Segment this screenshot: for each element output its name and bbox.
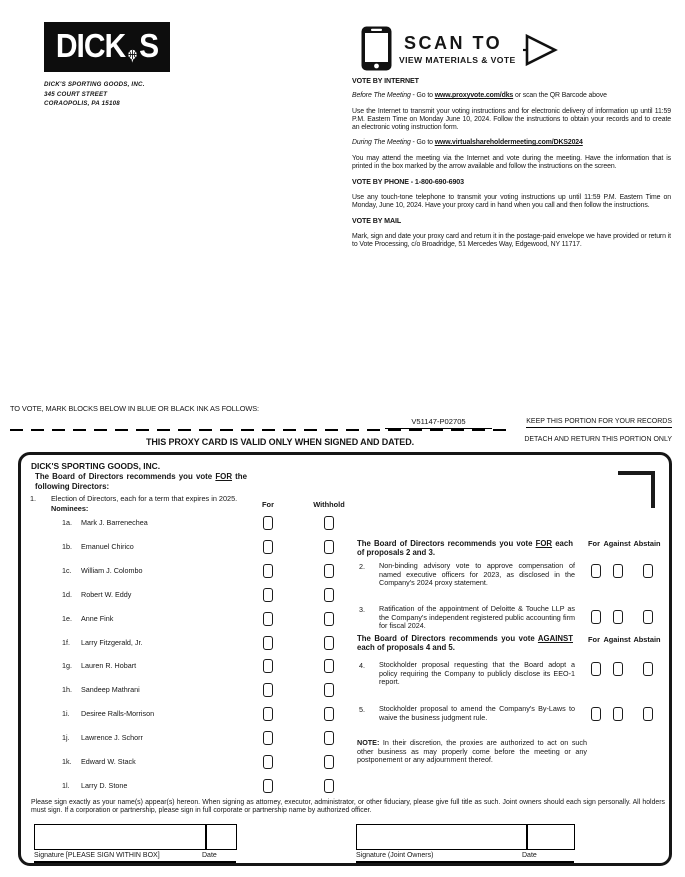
- note-label: NOTE:: [357, 738, 380, 747]
- joint-signature-box[interactable]: [356, 824, 575, 850]
- signature-underline: [356, 861, 574, 863]
- valid-notice: THIS PROXY CARD IS VALID ONLY WHEN SIGNED AND DATED.: [146, 437, 414, 447]
- proposal-5-against-checkbox[interactable]: [613, 707, 623, 721]
- detach-portion-label: DETACH AND RETURN THIS PORTION ONLY: [524, 436, 672, 443]
- proxy-card: [18, 452, 672, 866]
- control-number: V51147-P02705: [385, 417, 492, 429]
- proposal-5-number: 5.: [359, 705, 365, 714]
- address-line: 345 COURT STREET: [44, 90, 108, 98]
- logo-text-right: S: [139, 27, 159, 65]
- abstain-column-header: Abstain: [633, 539, 661, 548]
- arrow-right-icon: [523, 32, 559, 73]
- nominee-withhold-checkbox[interactable]: [324, 612, 334, 626]
- proxyvote-link[interactable]: www.proxyvote.com/dks: [434, 92, 514, 100]
- vote-by-phone-heading: VOTE BY PHONE - 1-800-690-6903: [352, 178, 464, 187]
- directors-recommendation: [35, 472, 247, 491]
- nominee-row: 1j. Lawrence J. Schorr: [62, 731, 352, 745]
- nominee-for-checkbox[interactable]: [263, 707, 273, 721]
- nominee-row: 1f. Larry Fitzgerald, Jr.: [62, 636, 352, 650]
- nominee-for-checkbox[interactable]: [263, 683, 273, 697]
- nominee-row: 1d. Robert W. Eddy: [62, 588, 352, 602]
- during-meeting-line: [352, 139, 671, 147]
- rec-text: The Board of Directors recommends you vote: [357, 539, 536, 548]
- rec-text: each of proposals 2 and 3.: [357, 539, 573, 558]
- against-column-header: Against: [603, 539, 631, 548]
- vote-by-mail-heading: VOTE BY MAIL: [352, 217, 402, 226]
- mark-blocks-instruction: TO VOTE, MARK BLOCKS BELOW IN BLUE OR BLACK INK AS FOLLOWS:: [10, 404, 260, 413]
- proposal-5-abstain-checkbox[interactable]: [643, 707, 653, 721]
- address-line: DICK'S SPORTING GOODS, INC.: [44, 81, 145, 88]
- proposals-23-recommendation: [357, 539, 573, 558]
- signature-instructions: Please sign exactly as your name(s) appear(s) hereon. When signing as attorney, executor, administrator, or other fiduciary, please give full title as such. Joint owners should each sign personally. All holders must sign. If a corporation or partnership, please sign in full corporate or partnership name by authorized officer.: [31, 799, 665, 815]
- corner-mark-icon: [618, 471, 655, 475]
- nominee-row: 1c. William J. Colombo: [62, 564, 352, 578]
- nominee-withhold-checkbox[interactable]: [324, 683, 334, 697]
- proposal-2-against-checkbox[interactable]: [613, 564, 623, 578]
- keep-portion-label: KEEP THIS PORTION FOR YOUR RECORDS: [526, 418, 672, 428]
- nominee-row: 1e. Anne Fink: [62, 612, 352, 626]
- nominees-label: Nominees:: [51, 504, 89, 513]
- proposal-2-abstain-checkbox[interactable]: [643, 564, 653, 578]
- nominee-withhold-checkbox[interactable]: [324, 516, 334, 530]
- nominee-withhold-checkbox[interactable]: [324, 659, 334, 673]
- proposal-3-for-checkbox[interactable]: [591, 610, 601, 624]
- nominee-for-checkbox[interactable]: [263, 612, 273, 626]
- nominee-for-checkbox[interactable]: [263, 731, 273, 745]
- proposal-4-abstain-checkbox[interactable]: [643, 662, 653, 676]
- corner-mark-icon: [651, 471, 655, 508]
- nominee-for-checkbox[interactable]: [263, 540, 273, 554]
- item-1-number: 1.: [30, 494, 37, 503]
- date-label: Date: [522, 852, 537, 859]
- proposal-4-text: Stockholder proposal requesting that the Board adopt a policy requiring the Company to publicly disclose its EEO-1 report.: [379, 660, 575, 687]
- signature-label: Signature [PLEASE SIGN WITHIN BOX]: [34, 852, 160, 859]
- joint-signature-label: Signature (Joint Owners): [356, 852, 434, 859]
- nominee-for-checkbox[interactable]: [263, 779, 273, 793]
- nominee-withhold-checkbox[interactable]: [324, 755, 334, 769]
- address-line: CORAOPOLIS, PA 15108: [44, 100, 120, 107]
- basketball-icon: [127, 28, 138, 40]
- nominee-withhold-checkbox[interactable]: [324, 731, 334, 745]
- nominee-withhold-checkbox[interactable]: [324, 636, 334, 650]
- for-column-header: For: [262, 500, 274, 509]
- nominee-for-checkbox[interactable]: [263, 659, 273, 673]
- perforation-dashed-line: [10, 429, 506, 431]
- internet-before-paragraph: Use the Internet to transmit your voting instructions and for electronic delivery of information up until 11:59 P.M. Eastern Time on Monday June 10, 2024. Follow the instructions to obtain your records and to create an electronic voting instruction form.: [352, 107, 671, 132]
- nominee-row: 1g. Lauren R. Hobart: [62, 659, 352, 673]
- signature-underline: [34, 861, 236, 863]
- logo-text-left: DICK: [55, 27, 126, 65]
- nominee-for-checkbox[interactable]: [263, 564, 273, 578]
- abstain-column-header: Abstain: [633, 635, 661, 644]
- for-column-header: For: [588, 635, 600, 644]
- vote-by-internet-heading: VOTE BY INTERNET: [352, 77, 419, 85]
- proposal-4-against-checkbox[interactable]: [613, 662, 623, 676]
- phone-icon: [360, 25, 393, 77]
- date-label: Date: [202, 852, 217, 859]
- phone-paragraph: Use any touch-tone telephone to transmit your voting instructions up until 11:59 P.M. Eastern Time on Monday, June 10, 2024. Have your proxy card in hand when you call and then follow the instructions.: [352, 193, 671, 209]
- signature-date-divider: [526, 825, 528, 849]
- proposal-3-abstain-checkbox[interactable]: [643, 610, 653, 624]
- rec-text: The Board of Directors recommends you vote: [35, 472, 216, 481]
- nominee-withhold-checkbox[interactable]: [324, 564, 334, 578]
- for-column-header: For: [588, 539, 600, 548]
- signature-box[interactable]: [34, 824, 237, 850]
- nominee-withhold-checkbox[interactable]: [324, 540, 334, 554]
- proposal-3-against-checkbox[interactable]: [613, 610, 623, 624]
- item-1-text: Election of Directors, each for a term that expires in 2025.: [51, 494, 238, 503]
- card-company-name: DICK'S SPORTING GOODS, INC.: [31, 461, 161, 471]
- nominee-for-checkbox[interactable]: [263, 755, 273, 769]
- rec-keyword: FOR: [535, 539, 553, 548]
- nominee-row: 1i. Desiree Ralls-Morrison: [62, 707, 352, 721]
- internet-during-paragraph: You may attend the meeting via the Internet and vote during the meeting. Have the information that is printed in the box marked by the arrow available and follow the instructions on the screen.: [352, 154, 671, 171]
- note-paragraph: [357, 739, 587, 765]
- nominee-withhold-checkbox[interactable]: [324, 707, 334, 721]
- proposal-2-number: 2.: [359, 562, 365, 571]
- rec-text: each of proposals 4 and 5.: [357, 643, 455, 653]
- nominee-for-checkbox[interactable]: [263, 516, 273, 530]
- nominee-withhold-checkbox[interactable]: [324, 588, 334, 602]
- proposal-3-number: 3.: [359, 605, 365, 614]
- rec-text: the following Directors:: [35, 472, 248, 491]
- proposal-5-for-checkbox[interactable]: [591, 707, 601, 721]
- proposal-5-text: Stockholder proposal to amend the Company's By-Laws to waive the business judgment rule.: [379, 704, 575, 722]
- signature-date-divider: [205, 825, 207, 849]
- nominee-for-checkbox[interactable]: [263, 636, 273, 650]
- nominee-row: 1a. Mark J. Barrenechea: [62, 516, 352, 530]
- goto-text: - Go to: [410, 139, 435, 147]
- logo-wordmark: [56, 21, 158, 73]
- goto-text: - Go to: [410, 92, 435, 100]
- rec-keyword: AGAINST: [537, 634, 573, 643]
- against-column-header: Against: [603, 635, 631, 644]
- rec-text: The Board of Directors recommends you vote: [357, 634, 538, 643]
- nominee-row: 1k. Edward W. Stack: [62, 755, 352, 769]
- scan-to-title: SCAN TO: [404, 33, 503, 53]
- vote-methods: [352, 77, 671, 256]
- mail-paragraph: Mark, sign and date your proxy card and return it in the postage-paid envelope we have provided or return it to Vote Processing, c/o Broadridge, 51 Mercedes Way, Edgewood, NY 11717.: [352, 232, 671, 248]
- before-meeting-line: [352, 92, 671, 100]
- proposal-2-for-checkbox[interactable]: [591, 564, 601, 578]
- note-text: In their discretion, the proxies are authorized to act on such other business as may properly come before the meeting or any postponement or any adjournment thereof.: [357, 738, 587, 765]
- qr-suffix-text: or scan the QR Barcode above: [513, 92, 607, 100]
- proposal-4-number: 4.: [359, 661, 365, 670]
- nominee-row: 1b. Emanuel Chirico: [62, 540, 352, 554]
- dicks-logo: [44, 22, 170, 72]
- scan-to-subtitle: VIEW MATERIALS & VOTE: [399, 55, 516, 65]
- proposal-3-text: Ratification of the appointment of Deloitte & Touche LLP as the Company's independent registered public accounting firm for fiscal 2024.: [379, 604, 575, 631]
- during-meeting-label: During The Meeting: [352, 139, 411, 147]
- proposal-2-text: Non-binding advisory vote to approve compensation of named executive officers for 2023, as disclosed in the Company's 2024 proxy statement.: [379, 561, 575, 588]
- nominee-for-checkbox[interactable]: [263, 588, 273, 602]
- company-address: [44, 80, 145, 109]
- nominee-withhold-checkbox[interactable]: [324, 779, 334, 793]
- proposals-45-recommendation: [357, 634, 573, 653]
- virtual-meeting-link[interactable]: www.virtualshareholdermeeting.com/DKS2024: [434, 139, 583, 147]
- withhold-column-header: Withhold: [313, 500, 345, 509]
- proposal-4-for-checkbox[interactable]: [591, 662, 601, 676]
- rec-keyword: FOR: [215, 472, 233, 481]
- before-meeting-label: Before The Meeting: [352, 92, 411, 100]
- nominee-row: 1h. Sandeep Mathrani: [62, 683, 352, 697]
- nominee-row: 1l. Larry D. Stone: [62, 779, 352, 793]
